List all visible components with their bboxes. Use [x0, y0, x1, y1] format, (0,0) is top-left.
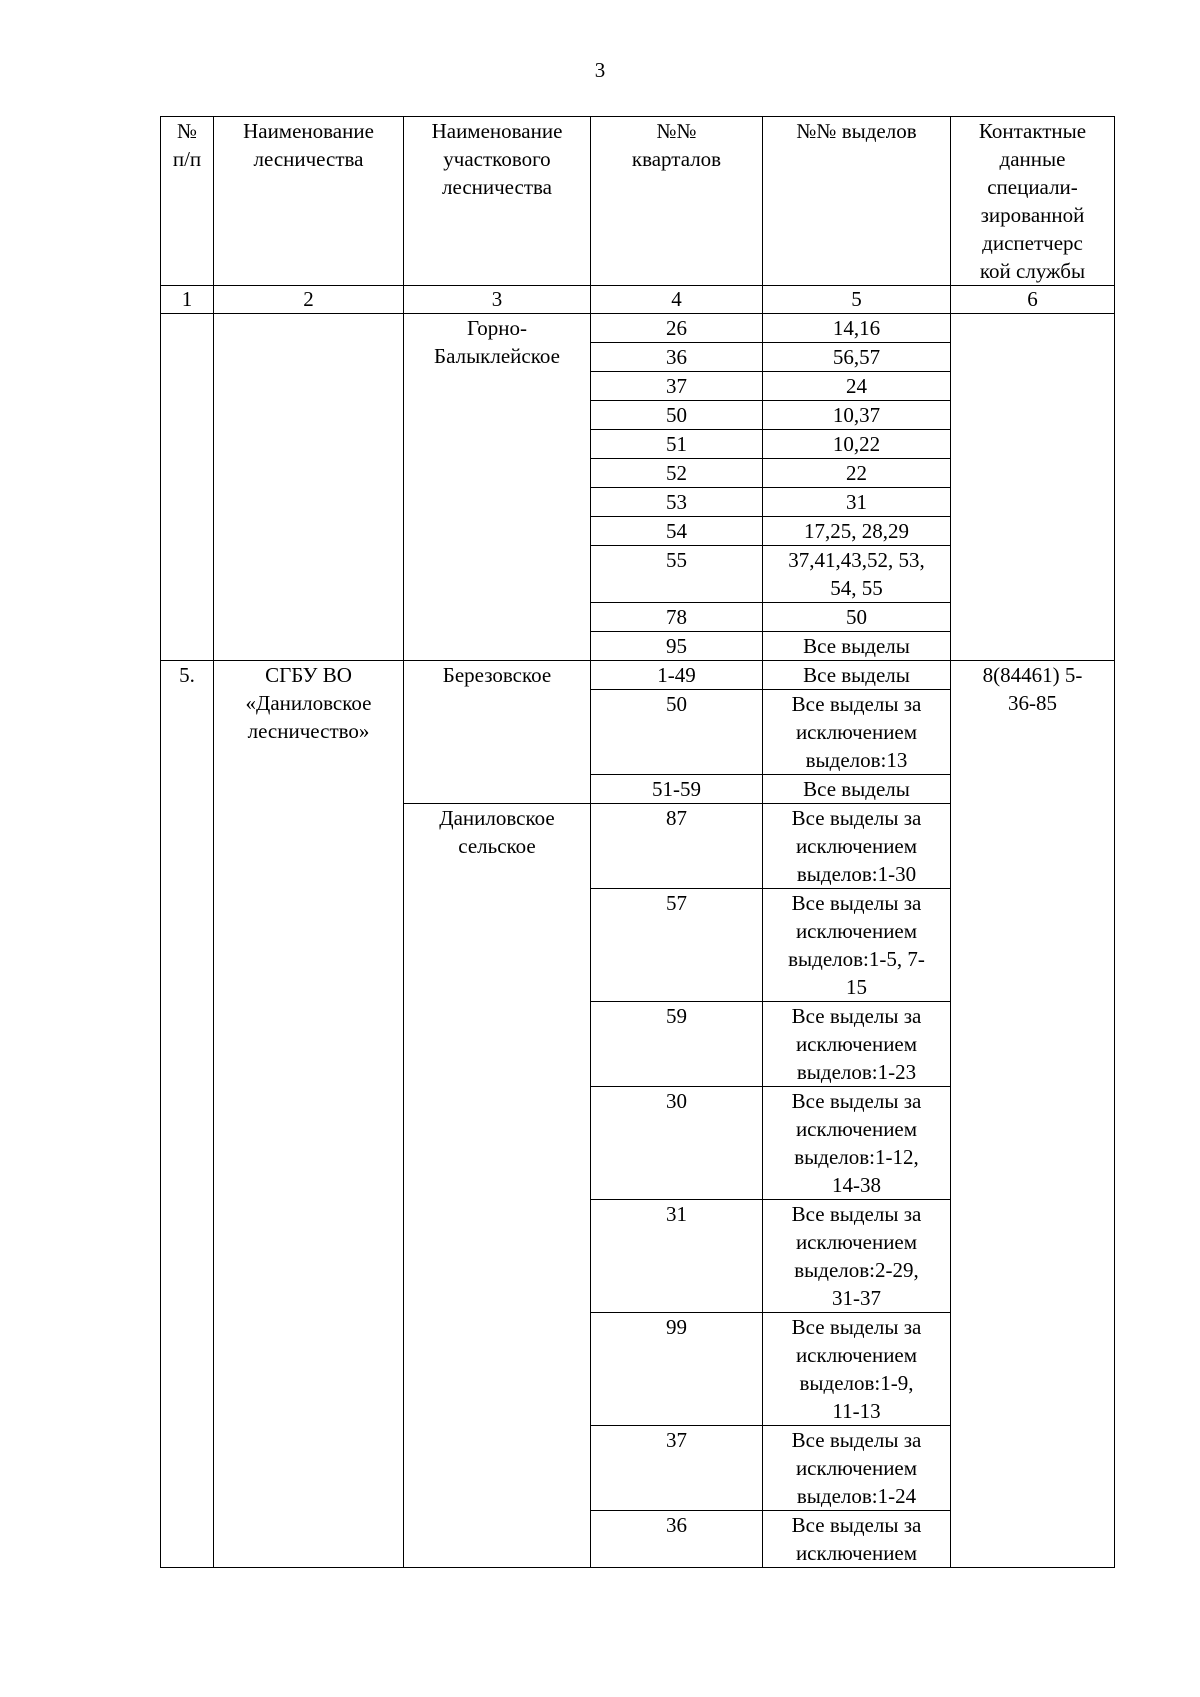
plots-cell: Все выделы за исключением	[763, 1511, 951, 1568]
plots-cell: Все выделы за исключением выделов:1-9, 11-13	[763, 1313, 951, 1426]
column-number: 3	[404, 286, 591, 314]
column-number: 1	[161, 286, 214, 314]
quarter-cell: 30	[591, 1087, 763, 1200]
district-forestry-cell: Даниловское сельское	[404, 804, 591, 1568]
quarter-cell: 37	[591, 1426, 763, 1511]
district-forestry-cell: Березовское	[404, 661, 591, 804]
column-number: 2	[214, 286, 404, 314]
quarter-cell: 95	[591, 632, 763, 661]
contact-cell	[951, 314, 1115, 661]
plots-cell: Все выделы за исключением выделов:2-29, 31-37	[763, 1200, 951, 1313]
plots-cell: 37,41,43,52, 53, 54, 55	[763, 546, 951, 603]
quarter-cell: 78	[591, 603, 763, 632]
quarter-cell: 51	[591, 430, 763, 459]
page-number: 3	[594, 58, 606, 82]
contact-cell: 8(84461) 5- 36-85	[951, 661, 1115, 1568]
plots-cell: 56,57	[763, 343, 951, 372]
quarter-cell: 36	[591, 1511, 763, 1568]
header-contact: Контактные данные специали- зированной диспетчерс кой службы	[951, 117, 1115, 286]
quarter-cell: 57	[591, 889, 763, 1002]
forestry-cell: СГБУ ВО «Даниловское лесничество»	[214, 661, 404, 1568]
plots-cell: 14,16	[763, 314, 951, 343]
quarter-cell: 31	[591, 1200, 763, 1313]
plots-cell: 17,25, 28,29	[763, 517, 951, 546]
plots-cell: 10,37	[763, 401, 951, 430]
quarter-cell: 55	[591, 546, 763, 603]
plots-cell: Все выделы за исключением выделов:1-24	[763, 1426, 951, 1511]
plots-cell: Все выделы	[763, 632, 951, 661]
column-number-row	[161, 286, 1115, 314]
quarter-cell: 53	[591, 488, 763, 517]
table-row	[161, 661, 1115, 690]
quarter-cell: 54	[591, 517, 763, 546]
plots-cell: 10,22	[763, 430, 951, 459]
row-number-cell: 5.	[161, 661, 214, 1568]
plots-cell: Все выделы за исключением выделов:1-30	[763, 804, 951, 889]
quarter-cell: 51-59	[591, 775, 763, 804]
column-number: 4	[591, 286, 763, 314]
forestry-cell	[214, 314, 404, 661]
quarter-cell: 36	[591, 343, 763, 372]
plots-cell: Все выделы за исключением выделов:1-23	[763, 1002, 951, 1087]
table-header-row	[161, 117, 1115, 286]
quarter-cell: 52	[591, 459, 763, 488]
row-number-cell	[161, 314, 214, 661]
header-number: № п/п	[161, 117, 214, 286]
plots-cell: Все выделы	[763, 661, 951, 690]
header-plots: №№ выделов	[763, 117, 951, 286]
plots-cell: Все выделы	[763, 775, 951, 804]
plots-cell: 22	[763, 459, 951, 488]
quarter-cell: 26	[591, 314, 763, 343]
district-forestry-cell: Горно- Балыклейское	[404, 314, 591, 661]
forestry-table	[160, 116, 1115, 1568]
quarter-cell: 1-49	[591, 661, 763, 690]
quarter-cell: 50	[591, 690, 763, 775]
plots-cell: Все выделы за исключением выделов:1-5, 7- 15	[763, 889, 951, 1002]
quarter-cell: 87	[591, 804, 763, 889]
plots-cell: 24	[763, 372, 951, 401]
header-quarters: №№ кварталов	[591, 117, 763, 286]
plots-cell: 50	[763, 603, 951, 632]
table-row	[161, 314, 1115, 343]
plots-cell: Все выделы за исключением выделов:13	[763, 690, 951, 775]
column-number: 5	[763, 286, 951, 314]
quarter-cell: 59	[591, 1002, 763, 1087]
quarter-cell: 37	[591, 372, 763, 401]
plots-cell: 31	[763, 488, 951, 517]
quarter-cell: 50	[591, 401, 763, 430]
header-forestry: Наименование лесничества	[214, 117, 404, 286]
plots-cell: Все выделы за исключением выделов:1-12, 14-38	[763, 1087, 951, 1200]
quarter-cell: 99	[591, 1313, 763, 1426]
header-district-forestry: Наименование участкового лесничества	[404, 117, 591, 286]
column-number: 6	[951, 286, 1115, 314]
